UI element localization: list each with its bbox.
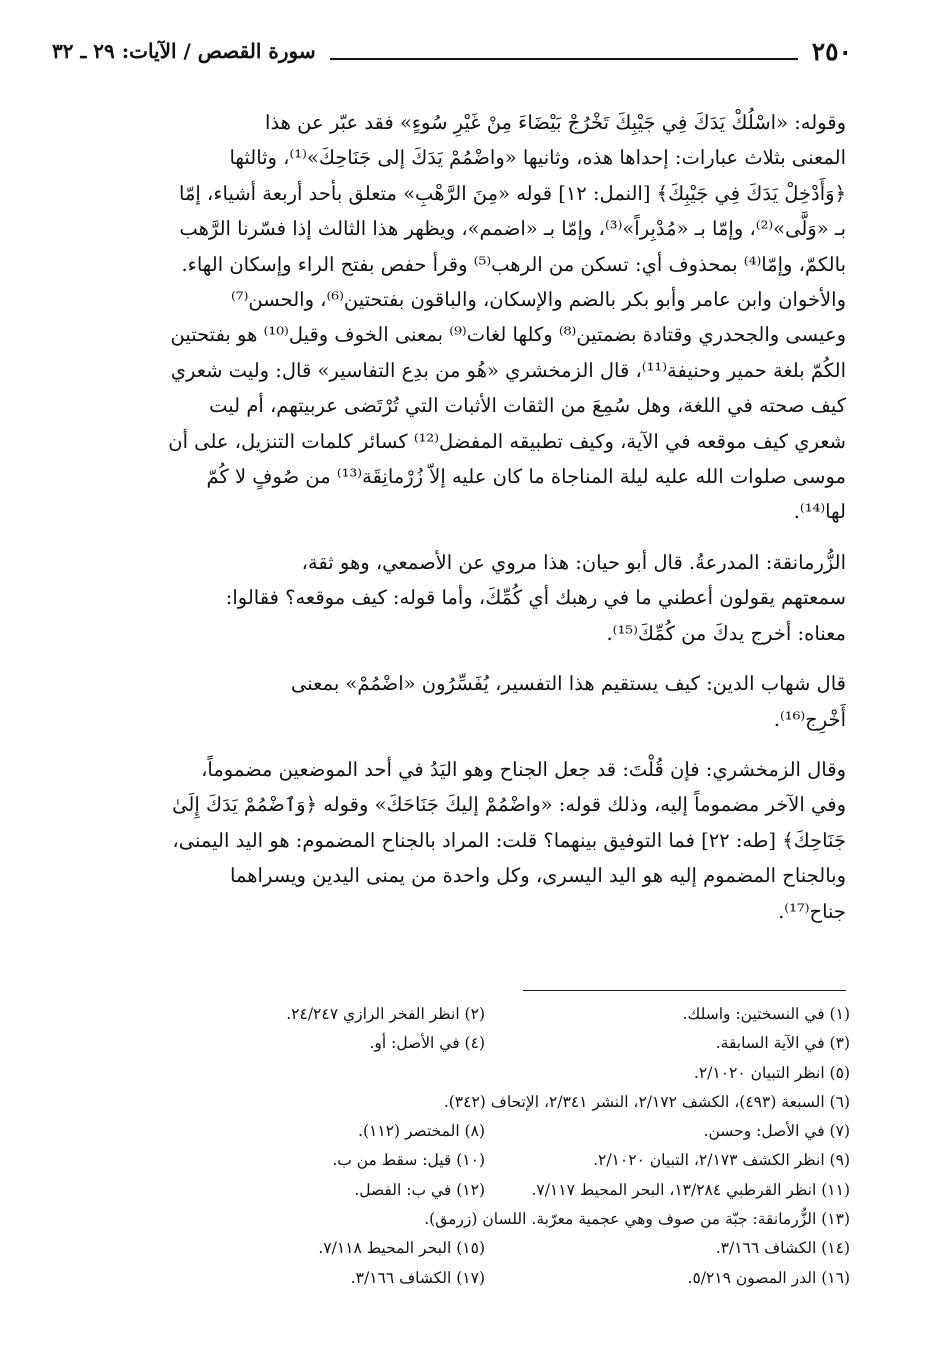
footnote-row [130,1205,850,1234]
footnote-row [130,1088,850,1117]
text-line: بالكمّ، وإمّا⁽⁴⁾ بمحذوف أي: تسكن من الرهب⁽⁵⁾ وقرأ حفص بفتح الراء وإسكان الهاء. [181,252,846,276]
footnote: (١٣) الزُّرمانقة: جبّة من صوف وهي عجمية معرّبة. اللسان (زرمق). [424,1210,850,1229]
paragraph [80,545,846,651]
footnote: (١١) انظر القرطبي ١٣/٢٨٤، البحر المحيط ٧/١١٧. [531,1180,850,1199]
text-line: وعيسى والجحدري وقتادة بضمتين⁽⁸⁾ وكلها لغات⁽⁹⁾ بمعنى الخوف وقيل⁽¹⁰⁾ هو بفتحتين [170,323,846,347]
footnote: (١٢) في ب: الفصل. [354,1180,485,1199]
footnote: (١٦) الدر المصون ٥/٢١٩. [687,1268,850,1287]
text-line: وبالجناح المضموم إليه هو اليد اليسرى، وكل واحدة من يمنى اليدين ويسراهما [230,864,846,888]
footnote [130,1059,485,1088]
text-line: أَخْرِج⁽¹⁶⁾. [773,707,846,731]
main-text [80,105,846,944]
footnote [130,1088,485,1117]
paragraph [80,666,846,737]
text-line: وقوله: «اسْلُكْ يَدَكَ فِي جَيْبِكَ تَخْرُجْ بَيْضَاءَ مِنْ غَيْرِ سُوءٍ» فقد عبّر عن هذا [265,111,846,134]
footnote-row [130,1176,850,1205]
text-line: قال شهاب الدين: كيف يستقيم هذا التفسير، يُفَسِّرُون «اضْمُمْ» بمعنى [291,672,846,696]
footnote-row [130,1264,850,1293]
text-line: المعنى بثلاث عبارات: إحداها هذه، وثانيها «واضْمُمْ يَدَكَ إلى جَنَاحِكَ»⁽¹⁾، وثالثها [229,146,846,170]
text-line: وقال الزمخشري: فإن قُلْتَ: قد جعل الجناح وهو اليَدُ في أحد الموضعين مضموماً، [201,757,846,781]
text-line: كيف صحته في اللغة، وهل سُمِعَ من الثقات الأثبات التي تُرْتَضى عربيتهم، أم ليت [209,394,846,418]
footnote: (٧) في الأصل: وحسن. [703,1122,850,1141]
text-line: والأخوان وابن عامر وأبو بكر بالضم والإسكان، والباقون بفتحتين⁽⁶⁾، والحسن⁽⁷⁾ [230,288,846,312]
paragraph [80,105,846,530]
running-title: سورة القصص / الآيات: ٢٩ ـ ٣٢ [52,39,316,63]
text-line: جَنَاحِكَ﴾ [طه: ٢٢] فما التوفيق بينهما؟ قلت: المراد بالجناح المضموم: هو اليد اليمنى، [172,828,846,852]
footnote: (١٠) قيل: سقط من ب. [332,1151,485,1170]
text-line: الزُّرمانقة: المدرعةُ. قال أبو حيان: هذا مروي عن الأصمعي، وهو ثقة، [301,550,846,574]
text-line: الكُمّ بلغة حمير وحنيفة⁽¹¹⁾، قال الزمخشري «هُو من بدِع التفاسير» قال: وليت شعري [170,358,846,382]
text-line: موسى صلوات الله عليه ليلة المناجاة ما كان عليه إلاّ زُرْمانِقَة⁽¹³⁾ من صُوفٍ لا كُمّ [206,465,846,489]
footnote: (٤) في الأصل: أو. [369,1034,485,1053]
footnote [130,1205,485,1234]
footnote-row [130,1117,850,1146]
footnote: (٣) في الآية السابقة. [715,1034,850,1053]
footnote: (١٥) البحر المحيط ٧/١١٨. [318,1239,485,1258]
text-line: معناه: أخرج يدكَ من كُمِّكَ⁽¹⁵⁾. [606,621,846,645]
header-rule [330,58,798,60]
text-line: سمعتهم يقولون أعطني ما في رهبك أي كُمِّكَ، وأما قوله: كيف موقعه؟ فقالوا: [225,586,846,610]
footnote-row [130,1059,850,1088]
footnote-row [130,1000,850,1029]
text-line: بـ «وَلَّى»⁽²⁾، وإمّا بـ «مُدْبِراً»⁽³⁾، وإمّا بـ «اضمم»، ويظهر هذا الثالث إذا فسّرنا الرَّهب [179,217,846,241]
text-line: جناح⁽¹⁷⁾. [778,899,846,923]
footnotes [130,1000,850,1293]
text-line: شعري كيف موقعه في الآية، وكيف تطبيقه المفضل⁽¹²⁾ كسائر كلمات التنزيل، على أن [168,429,846,453]
page-number: ٢٥٠ [811,36,852,66]
text-line: لها⁽¹⁴⁾. [793,500,846,524]
footnote: (٨) المختصر (١١٢). [358,1122,485,1141]
footnote: (١٤) الكشاف ٣/١٦٦. [715,1239,850,1258]
text-line: وفي الآخر مضموماً إليه، وذلك قوله: «واضْمُمْ إليكَ جَنَاحَكَ» وقوله ﴿وَٱضْمُمْ يَدَكَ إِلَىٰ [172,793,846,817]
footnote-row [130,1234,850,1263]
footnote: (١) في النسختين: واسلك. [682,1005,850,1023]
footnote: (٦) السبعة (٤٩٣)، الكشف ٢/١٧٢، النشر ٢/٣٤١، الإتحاف (٣٤٢). [443,1092,850,1111]
text-line: ﴿وَأَدْخِلْ يَدَكَ فِي جَيْبِكَ﴾ [النمل: ١٢] قوله «مِنَ الرَّهْبِ» متعلق بأحد أربعة أشياء، إمّا [179,181,846,205]
footnote: (٥) انظر التبيان ٢/١٠٢٠. [693,1063,850,1082]
footnote-row [130,1146,850,1175]
footnote-separator [523,990,846,991]
footnote: (١٧) الكشاف ٣/١٦٦. [350,1268,485,1287]
footnote: (٢) انظر الفخر الرازي ٢٤/٢٤٧. [286,1005,485,1023]
footnote: (٩) انظر الكشف ٢/١٧٣، التبيان ٢/١٠٢٠. [593,1151,850,1170]
page-header [52,34,852,68]
footnote-row [130,1029,850,1058]
paragraph [80,752,846,929]
